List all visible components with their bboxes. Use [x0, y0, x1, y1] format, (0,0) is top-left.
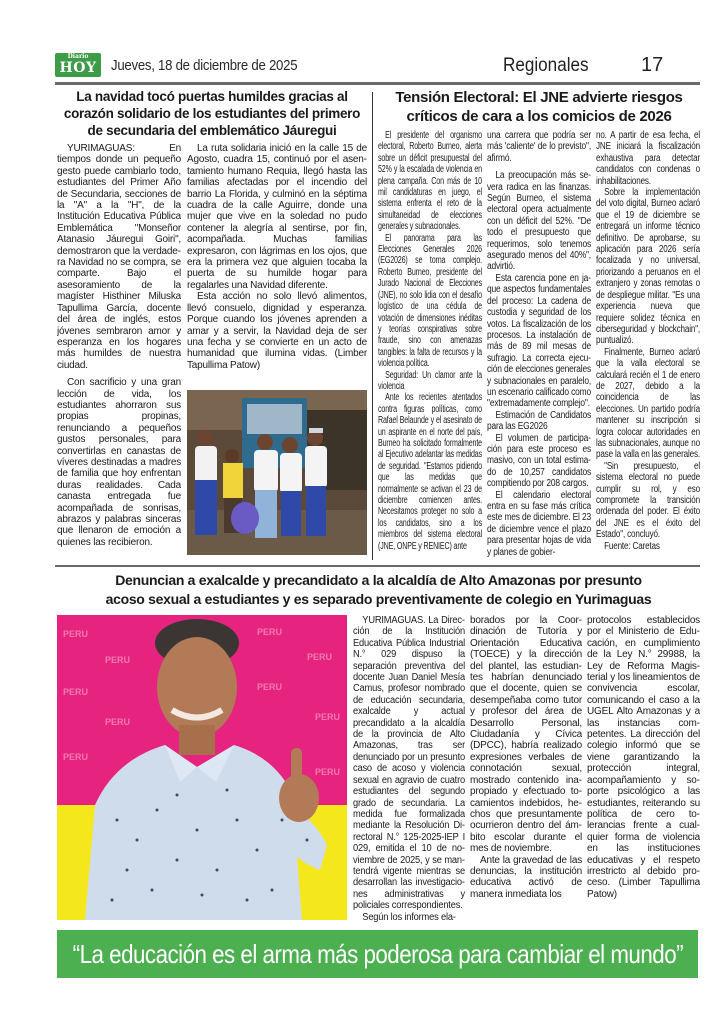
denuncia-column-3-text	[587, 615, 700, 900]
jne-paragraph: El panorama para las Elecciones Generales 2026 (EG2026) se torna complejo. Roberto Burneo, presidente del Jurado Nacional de Elecciones (JNE), no solo lidia con el desafío logístico de una cédula de votación de dimensiones inéditas y teorías conspirativas sobre fraude, sino con amenazas tangibles: la falta de recursos y la violencia política.	[378, 232, 482, 370]
column-divider	[372, 92, 373, 560]
denuncia-column-1-text	[353, 615, 465, 923]
poster-text: PERU	[257, 682, 283, 692]
poster-text: PERU	[257, 627, 283, 637]
navidad-column-1	[57, 143, 181, 555]
jne-paragraph: Sobre la implementación del voto digital, Burneo aclaró que el 19 de diciembre se entregará un informe técnico definitivo. De aprobarse, su aplicación para 2026 sería focalizada y no universal, priorizando a peruanos en el extranjero y zonas remotas o de despliegue militar. "Es una experiencia nueva que requiere solidez técnica en ciberseguridad y blockchain", puntualizó.	[596, 187, 700, 347]
denuncia-headline-line-2: acoso sexual a estudiantes y es separado preventivamente de colegio en Yurimaguas	[105, 591, 652, 607]
jne-paragraph: una carrera que podría ser más 'caliente' de lo previsto", afirmó.	[487, 130, 591, 164]
candidate-photo-illustration	[57, 615, 347, 920]
issue-date: Jueves, 18 de diciembre de 2025	[111, 57, 298, 74]
poster-text: PERU	[63, 629, 89, 639]
denuncia-paragraph: protocolos establecidos por el Ministerio de Educación, en cumplimiento de la Ley N.° 29988, la Ley de Reforma Magisterial y los lineamientos de convivencia escolar, comunicando el caso a la UGEL Alto Amazonas y a las instancias competentes. La dirección del colegio informó que se viene garantizando la protección integral, acompañamiento y soporte psicológico a las estudiantes, reiterando su política de cero tolerancias frente a cualquier forma de violencia en las instituciones educativas y el respeto irrestricto al debido proceso. (Limber Tapullima Patow)	[587, 615, 700, 900]
jne-paragraph: El calendario electoral entra en su fase más crítica este mes de diciembre. El 23 de diciembre vence el plazo para presentar hojas de vida y planes de gobier-	[487, 489, 591, 558]
jne-column-1	[378, 130, 482, 560]
poster-text: PERU	[63, 687, 89, 697]
jne-source: Fuente: Caretas	[604, 540, 660, 552]
poster-text: PERU	[105, 717, 131, 727]
diario-hoy-logo[interactable]	[55, 53, 101, 77]
logo-main-text: HOY	[59, 60, 97, 76]
denuncia-column-2-text	[470, 615, 582, 900]
denuncia-headline	[57, 571, 700, 609]
poster-text: PERU	[307, 652, 333, 662]
jne-column-1-text	[378, 130, 482, 552]
navidad-paragraph: Con sacrificio y una gran lección de vida, los estudiantes ahorraron sus propias propinas, renunciando a pequeños gustos personales, para convertirlas en canastas de víveres destinadas a madres de familia que hoy enfrentan duras realidades. Cada canasta entregada fue acompañada de sonrisas, abrazos y palabras sinceras que llenaron de emoción a quienes las recibieron.	[57, 377, 181, 548]
navidad-paragraph: Esta acción no solo llevó alimentos, llevó consuelo, dignidad y esperanza. Porque cuando los jóvenes aprenden a amar y a servir, la Navidad deja de ser una fecha y se convierte en un acto de humanidad que ilumina vidas. (Limber Tapullima Patow)	[187, 291, 367, 371]
students-photo	[187, 390, 367, 555]
jne-column-3	[596, 130, 700, 560]
denuncia-paragraph: Según los informes ela-	[362, 911, 456, 923]
page-number: 17	[641, 54, 664, 76]
denuncia-paragraph: Ante la gravedad de las denuncias, la institución educativa activó de manera inmediata los	[470, 854, 582, 900]
denuncia-column-2	[470, 615, 582, 923]
section-name: Regionales	[503, 55, 589, 76]
denuncia-headline-line-1: Denuncian a exalcalde y precandidato a la alcaldía de Alto Amazonas por presunto	[115, 572, 642, 588]
denuncia-column-1	[353, 615, 465, 923]
jne-column-2-text	[487, 130, 591, 558]
jne-column-3-text	[596, 130, 700, 552]
jne-column-2	[487, 130, 591, 560]
jne-paragraph: Esta carencia pone en jaque aspectos fundamentales del proceso: La cadena de custodia y seguridad de los votos. La fiscalización de los procesos. La instalación de más de 89 mil mesas de sufragio. La correcta ejecución de elecciones generales y subnacionales en paralelo, un escenario calificado como "extremadamente complejo".	[487, 272, 591, 410]
students-photo-illustration	[187, 390, 367, 555]
navidad-paragraph: YURIMAGUAS: En tiempos donde un pequeño gesto puede cambiarlo todo, estudiantes del Primer Año de Secundaria, secciones de la "A" a la "H", de la Institución Educativa Pública Emblemática "Monseñor Atanasio Jáuregui Goiri", demostraron que la verdadera Navidad no se compra, se comparte. Bajo el asesoramiento de la magíster Histhiner Miluska Tapullima García, docente del área de inglés, estos jóvenes sembraron amor y esperanza en los hogares más humildes de nuestra ciudad.	[57, 143, 181, 371]
header-divider	[55, 82, 700, 85]
denuncia-paragraph: borados por la Coordinación de Tutoría y Orientación Educativa (TOECE) y la dirección del plantel, las estudiantes habrían denunciado que el docente, quien se desempeñaba como tutor y profesor del área de Desarrollo Personal, Ciudadanía y Cívica (DPCC), habría realizado expresiones verbales de connotación sexual, mostrado contenido inapropiado y efectuado tocamientos indebidos, hechos que presuntamente ocurrieron dentro del ámbito escolar durante el mes de noviembre.	[470, 615, 582, 855]
poster-text: PERU	[63, 752, 89, 762]
poster-text: PERU	[315, 712, 341, 722]
jne-subheading: Seguridad: Un clamor ante la violencia	[378, 369, 482, 392]
jne-headline: Tensión Electoral: El JNE advierte riesgos críticos de cara a los comicios de 2026	[395, 89, 683, 125]
poster-text: PERU	[105, 655, 131, 665]
denuncia-column-3	[587, 615, 700, 923]
logo-top-text: Diario	[67, 53, 89, 60]
navidad-headline: La navidad tocó puertas humildes gracias al corazón solidario de los estudiantes del primero de secundaria del emblemático Jáuregui	[63, 89, 361, 138]
navidad-column-2	[187, 143, 367, 385]
quote-text: “La educación es el arma más poderosa para cambiar el mundo”	[72, 939, 683, 969]
jne-paragraph: Finalmente, Burneo aclaró que la valla electoral se calculará recién el 1 de enero de 2027, debido a la coincidencia de las elecciones. Un partido podría mantener su inscripción si logra colocar autoridades en las subnacionales, aunque no pase la valla en las generales.	[596, 346, 700, 461]
jne-paragraph: El presidente del organismo electoral, Roberto Burneo, alerta sobre un déficit presupuestal del 52% y la escalada de violencia en plena campaña. Con más de 10 mil candidaturas en juego, el sistema enfrenta el reto de la simultaneidad de elecciones generales y subnacionales.	[378, 130, 482, 233]
navidad-column-1-text	[57, 143, 181, 548]
quote-banner	[57, 930, 698, 978]
denuncia-paragraph: YURIMAGUAS. La Dirección de la Institución Educativa Pública Industrial N.° 029 dispuso la separación preventiva del docente Juan Daniel Mesía Camus, profesor nombrado de educación secundaria, exalcalde y actual precandidato a la alcaldía de la provincia de Alto Amazonas, tras ser denunciado por un presunto caso de acoso y violencia sexual en agravio de cuatro estudiantes del segundo grado de secundaria. La medida fue formalizada mediante la Resolución Directoral N.° 125-2025-IEP I 029, emitida el 10 de noviembre de 2025, y se mantendrá vigente mientras se desarrollan las investigaciones administrativas y policiales correspondientes.	[353, 615, 465, 912]
jne-paragraph: "Sin presupuesto, el sistema electoral no puede cumplir su rol, y eso compromete la transición ordenada del poder. El éxito del JNE es el éxito del Estado", concluyó.	[596, 460, 700, 541]
candidate-photo	[57, 615, 347, 920]
poster-text: PERU	[315, 767, 341, 777]
section-divider	[55, 565, 700, 567]
jne-paragraph: no. A partir de esa fecha, el JNE iniciará la fiscalización exhaustiva para detectar candidatos con condenas o inhabilitaciones.	[596, 130, 700, 187]
jne-paragraph: Ante los recientes atentados contra figuras políticas, como Rafael Belaunde y el asesinato de un aspirante en el norte del país, Burneo ha solicitado formalmente al Ejecutivo adelantar las medidas de seguridad. "Estamos pidiendo que las medidas que normalmente se activan el 23 de diciembre comiencen antes. Necesitamos proteger no solo a los candidatos, sino a los miembros del sistema electoral (JNE, ONPE y RENIEC) ante	[378, 392, 482, 552]
jne-paragraph: El volumen de participación para este proceso es masivo, con un total estimado de 10,257 candidatos compitiendo por 208 cargos.	[487, 432, 591, 490]
jne-paragraph: La preocupación más severa radica en las finanzas. Según Burneo, el sistema electoral opera actualmente con un déficit del 52%. "De todo el presupuesto que requerimos, solo tenemos asegurado menos del 40%", advirtió.	[487, 170, 591, 273]
navidad-column-2-text	[187, 143, 367, 371]
navidad-paragraph: La ruta solidaria inició en la calle 15 de Agosto, cuadra 15, continuó por el asentamiento humano Requia, llegó hasta las familias afectadas por el incendio del barrio La Florida, y culminó en la séptima cuadra de la calle Aguirre, donde una mujer que vive en la soledad no pudo contener la alegría al sentirse, por fin, acompañada. Muchas familias expresaron, con lágrimas en los ojos, que era la primera vez que alguien tocaba la puerta de su humilde hogar para regalarles una Navidad diferente.	[187, 143, 367, 291]
jne-subheading: Estimación de Candidatos para las EG2026	[487, 409, 591, 433]
